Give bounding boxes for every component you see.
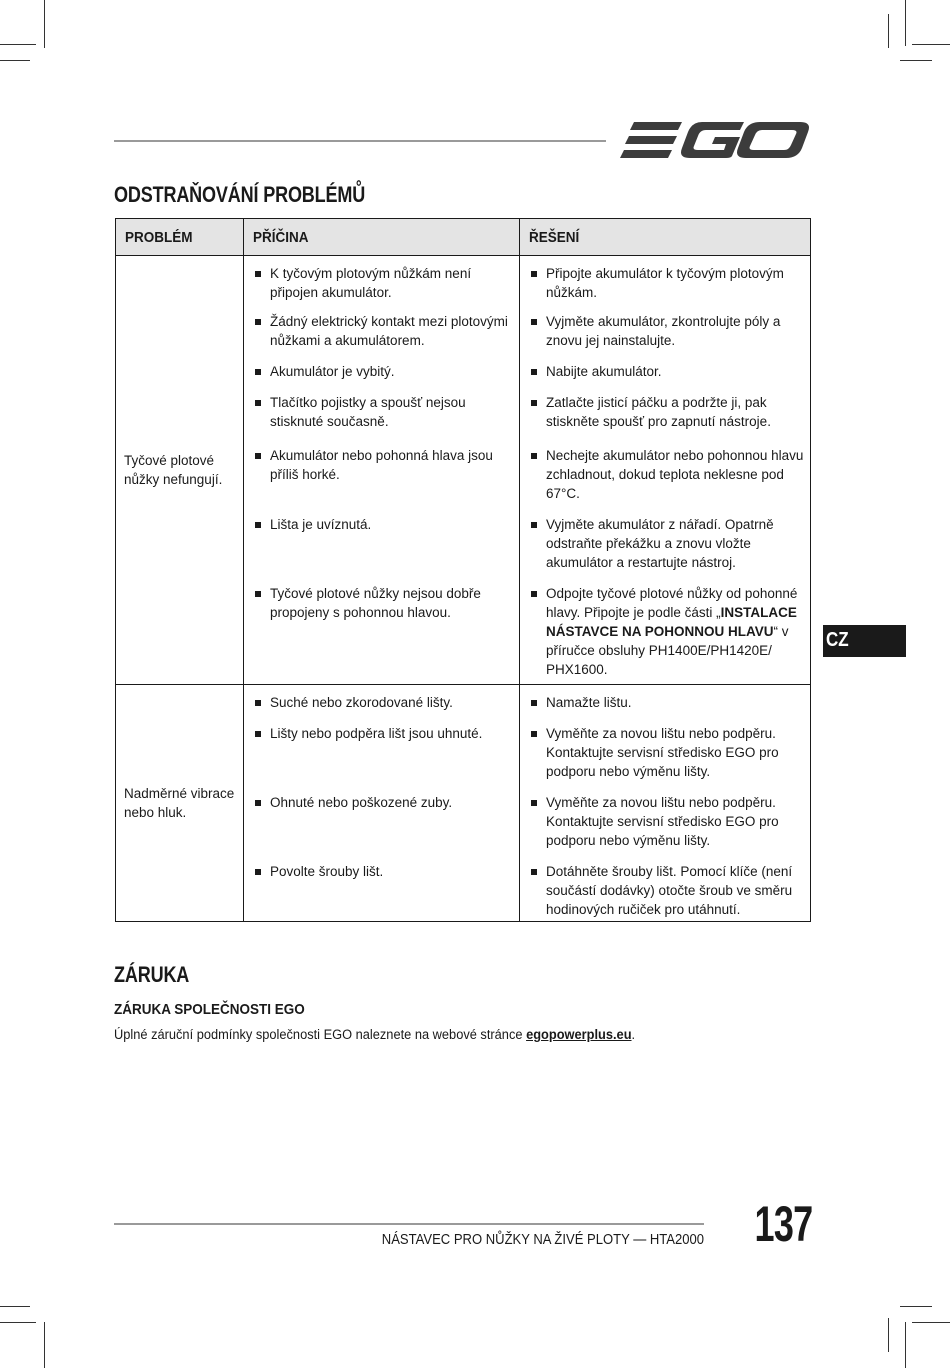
problem-cell: Nadměrné vibrace nebo hluk.: [116, 685, 244, 921]
cause-text: Suché nebo zkorodované lišty.: [254, 693, 513, 712]
troubleshooting-table: [115, 218, 811, 922]
cause-text: Žádný elektrický kontakt mezi plotovými nůžkami a akumulátorem.: [254, 312, 513, 350]
solution-text: Namažte lištu.: [530, 693, 804, 712]
solution-text: Vyměňte za novou lištu nebo podpěru. Kontaktujte servisní středisko EGO pro podporu nebo výměnu lišty.: [530, 724, 804, 781]
cause-text: K tyčovým plotovým nůžkám není připojen akumulátor.: [254, 264, 513, 302]
table-row: [244, 785, 810, 854]
solution-text: Dotáhněte šrouby lišt. Pomocí klíče (není součástí dodávky) otočte šroub ve směru hodinových ručiček pro utáhnutí.: [530, 862, 804, 919]
solution-text: Odpojte tyčové plotové nůžky od pohonné hlavy. Připojte je podle části „INSTALACE NÁSTAVCE NA POHONNOU HLAVU“ v příručce obsluhy PH1400E/PH1420E/ PHX1600.: [530, 584, 804, 679]
footer-doc-title: NÁSTAVEC PRO NŮŽKY NA ŽIVÉ PLOTY — HTA2000: [381, 1232, 704, 1248]
table-row: [244, 385, 810, 438]
solution-text: Nechejte akumulátor nebo pohonnou hlavu zchladnout, dokud teplota neklesne pod 67°C.: [530, 446, 804, 503]
solution-text: Vyměňte za novou lištu nebo podpěru. Kontaktujte servisní středisko EGO pro podporu nebo výměnu lišty.: [530, 793, 804, 850]
crop-mark: [900, 1306, 932, 1307]
table-row: [244, 354, 810, 385]
solution-text: Nabijte akumulátor.: [530, 362, 804, 381]
crop-mark: [888, 14, 889, 48]
solution-text: Připojte akumulátor k tyčovým plotovým nůžkám.: [530, 264, 804, 302]
cause-text: Tyčové plotové nůžky nejsou dobře propojeny s pohonnou hlavou.: [254, 584, 513, 622]
language-tab: CZ: [823, 625, 906, 657]
troubleshooting-title: ODSTRAŇOVÁNÍ PROBLÉMŮ: [114, 182, 366, 207]
table-row: [244, 256, 810, 304]
cause-text: Akumulátor nebo pohonná hlava jsou příliš horké.: [254, 446, 513, 484]
warranty-subtitle: ZÁRUKA SPOLEČNOSTI EGO: [114, 1001, 305, 1018]
crop-mark: [44, 0, 45, 48]
problem-group: [116, 256, 810, 685]
cause-text: Ohnuté nebo poškozené zuby.: [254, 793, 513, 812]
table-row: [244, 304, 810, 354]
footer-rule: [114, 1223, 704, 1225]
solution-text: Zatlačte jisticí páčku a podržte ji, pak stiskněte spoušť pro zapnutí nástroje.: [530, 393, 804, 431]
column-header-solution: ŘEŠENÍ: [529, 229, 580, 246]
ego-logo: [620, 116, 812, 164]
solution-text: Vyjměte akumulátor z nářadí. Opatrně odstraňte překážku a znovu vložte akumulátor a restartujte nástroj.: [530, 515, 804, 572]
problem-cell: Tyčové plotové nůžky nefungují.: [116, 256, 244, 684]
crop-mark: [44, 1322, 45, 1368]
table-row: [244, 854, 810, 921]
warranty-link[interactable]: egopowerplus.eu: [526, 1027, 632, 1042]
problem-group: [116, 685, 810, 921]
cause-text: Tlačítko pojistky a spoušť nejsou stisknuté současně.: [254, 393, 513, 431]
table-row: [244, 438, 810, 507]
crop-mark: [905, 1322, 906, 1368]
crop-mark: [905, 0, 906, 46]
cause-text: Povolte šrouby lišt.: [254, 862, 513, 881]
crop-mark: [912, 44, 950, 45]
crop-mark: [888, 1318, 889, 1352]
table-header: [116, 219, 810, 256]
table-row: [244, 716, 810, 785]
crop-mark: [0, 1322, 36, 1323]
warranty-title: ZÁRUKA: [114, 962, 190, 987]
crop-mark: [0, 44, 36, 45]
header-rule: [114, 140, 606, 142]
solution-text: Vyjměte akumulátor, zkontrolujte póly a znovu jej nainstalujte.: [530, 312, 804, 350]
table-row: [244, 507, 810, 576]
warranty-text: Úplné záruční podmínky společnosti EGO naleznete na webové stránce egopowerplus.eu.: [114, 1027, 636, 1042]
crop-mark: [0, 1306, 30, 1307]
crop-mark: [912, 1322, 950, 1323]
cause-text: Akumulátor je vybitý.: [254, 362, 513, 381]
table-row: [244, 576, 810, 684]
column-header-cause: PŘÍČINA: [244, 219, 520, 255]
cause-text: Lišta je uvíznutá.: [254, 515, 513, 534]
page-number: 137: [754, 1196, 812, 1252]
table-row: [244, 685, 810, 716]
column-header-problem: PROBLÉM: [116, 219, 244, 255]
cause-text: Lišty nebo podpěra lišt jsou uhnuté.: [254, 724, 513, 743]
crop-mark: [0, 60, 30, 61]
crop-mark: [900, 60, 932, 61]
